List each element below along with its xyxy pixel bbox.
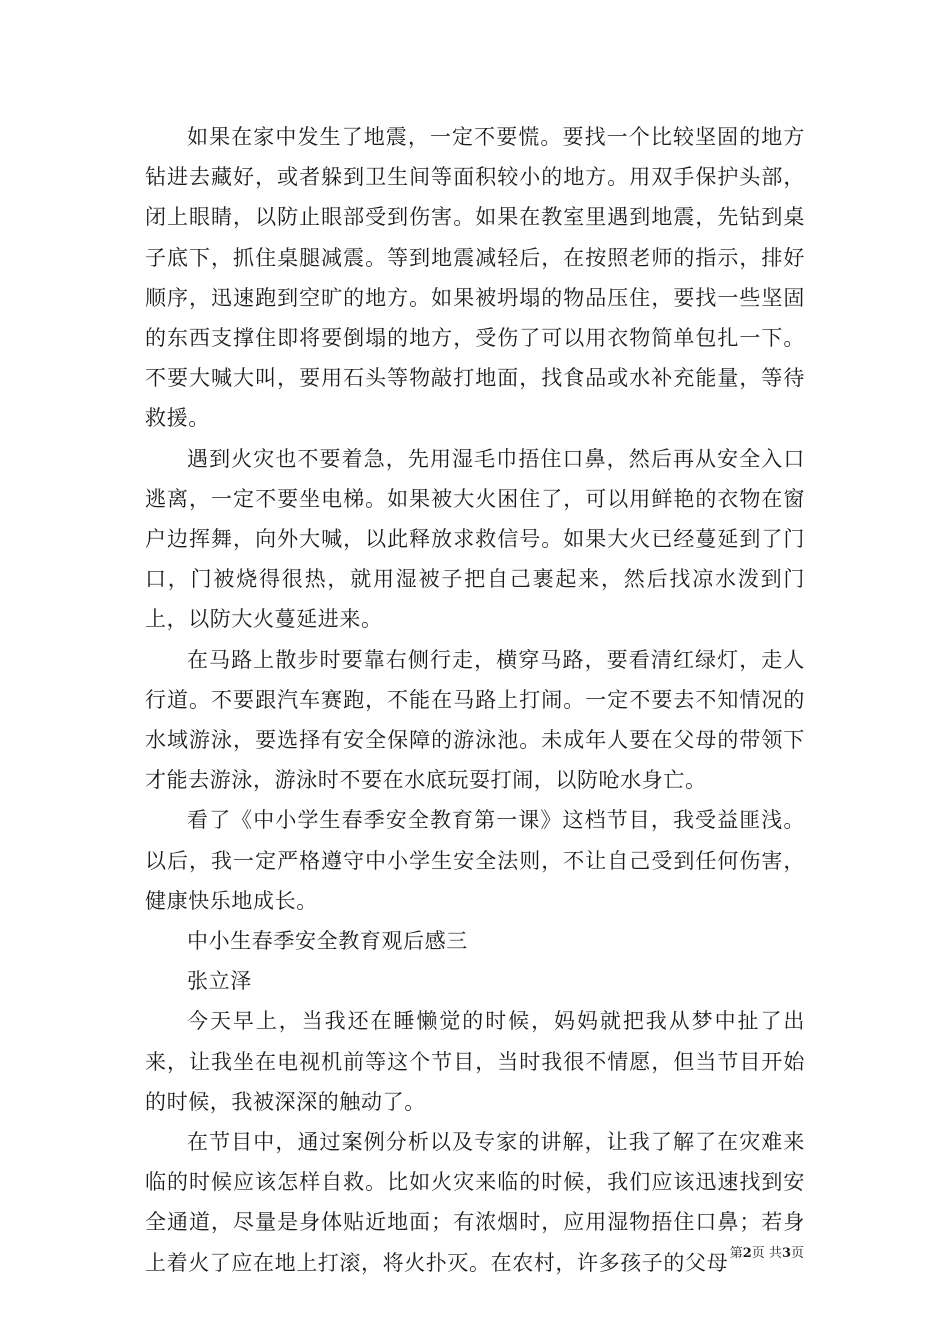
current-page-number: 2: [742, 1246, 752, 1261]
paragraph-morning: 今天早上，当我还在睡懒觉的时候，妈妈就把我从梦中扯了出来，让我坐在电视机前等这个节目，当时我很不情愿，但当节目开始的时候，我被深深的触动了。: [145, 1009, 805, 1114]
total-page-number: 3: [781, 1246, 791, 1261]
author-name: 张立泽: [187, 969, 252, 994]
footer-prefix: 第: [729, 1246, 743, 1261]
paragraph-conclusion: 看了《中小学生春季安全教育第一课》这档节目，我受益匪浅。以后，我一定严格遵守中小学生安全法则，不让自己受到任何伤害，健康快乐地成长。: [145, 808, 805, 913]
footer-suffix: 页: [790, 1246, 804, 1261]
page-number-footer: [730, 1246, 804, 1262]
section-title: 中小生春季安全教育观后感三: [187, 929, 468, 954]
document-body: [145, 117, 805, 1283]
footer-middle: 页 共: [751, 1246, 782, 1261]
paragraph-fire: 遇到火灾也不要着急，先用湿毛巾捂住口鼻，然后再从安全入口逃离，一定不要坐电梯。如果被大火困住了，可以用鲜艳的衣物在窗户边挥舞，向外大喊，以此释放求救信号。如果大火已经蔓延到了门口，门被烧得很热，就用湿被子把自己裹起来，然后找凉水泼到门上，以防大火蔓延进来。: [145, 446, 805, 632]
paragraph-road-swimming: 在马路上散步时要靠右侧行走，横穿马路，要看清红绿灯，走人行道。不要跟汽车赛跑，不能在马路上打闹。一定不要去不知情况的水域游泳，要选择有安全保障的游泳池。未成年人要在父母的带领下才能去游泳，游泳时不要在水底玩耍打闹，以防呛水身亡。: [145, 647, 805, 793]
paragraph-earthquake: 如果在家中发生了地震，一定不要慌。要找一个比较坚固的地方钻进去藏好，或者躲到卫生间等面积较小的地方。用双手保护头部，闭上眼睛，以防止眼部受到伤害。如果在教室里遇到地震，先钻到桌子底下，抓住桌腿减震。等到地震减轻后，在按照老师的指示，排好顺序，迅速跑到空旷的地方。如果被坍塌的物品压住，要找一些坚固的东西支撑住即将要倒塌的地方，受伤了可以用衣物简单包扎一下。不要大喊大叫，要用石头等物敲打地面，找食品或水补充能量，等待救援。: [145, 125, 805, 431]
paragraph-program: 在节目中，通过案例分析以及专家的讲解，让我了解了在灾难来临的时候应该怎样自救。比如火灾来临的时候，我们应该迅速找到安全通道，尽量是身体贴近地面；有浓烟时，应用湿物捂住口鼻；若身上着火了应在地上打滚，将火扑灭。在农村，许多孩子的父母: [145, 1130, 805, 1275]
